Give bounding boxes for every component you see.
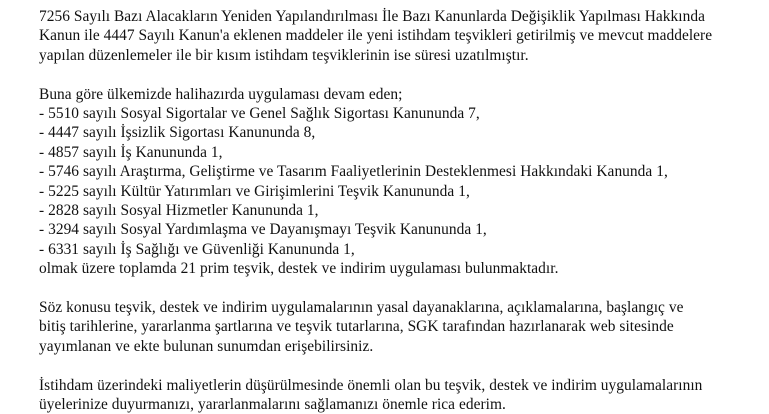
list-item: - 2828 sayılı Sosyal Hizmetler Kanununda 1,: [39, 202, 319, 220]
text-line: yayımlanan ve ekte bulunan sunumdan erişebilirsiniz.: [39, 337, 374, 355]
list-item: - 6331 sayılı İş Sağlığı ve Güvenliği Kanununda 1,: [39, 240, 355, 258]
list-item: - 5225 sayılı Kültür Yatırımları ve Girişimlerini Teşvik Kanununda 1,: [39, 182, 470, 200]
text-line: bitiş tarihlerine, yararlanma şartlarına ve teşvik tutarlarına, SGK tarafından hazırlanarak web sitesinde: [39, 318, 674, 336]
document-body: [39, 7, 761, 414]
paragraph-spacer: [39, 65, 761, 84]
paragraph-spacer: [39, 279, 761, 298]
list-item: - 5510 sayılı Sosyal Sigortalar ve Genel Sağlık Sigortası Kanununda 7,: [39, 105, 480, 123]
text-line: 7256 Sayılı Bazı Alacakların Yeniden Yapılandırılması İle Bazı Kanunlarda Değişiklik Yapılması Hakkında: [39, 8, 705, 25]
text-line: üyelerinize duyurmanızı, yararlanmalarını sağlamanızı önemle rica ederim.: [39, 396, 506, 414]
text-line: Kanun ile 4447 Sayılı Kanun'a eklenen maddeler ile yeni istihdam teşvikleri getirilmiş ve mevcut maddelere: [39, 27, 713, 45]
paragraph-closing-request: [39, 376, 761, 414]
paragraph-incentive-list: [39, 85, 761, 279]
text-line: Söz konusu teşvik, destek ve indirim uygulamalarının yasal dayanaklarına, açıklamalarına, başlangıç ve: [39, 299, 684, 317]
list-item: - 4447 sayılı İşsizlik Sigortası Kanununda 8,: [39, 124, 316, 142]
text-line: yapılan düzenlemeler ile bir kısım istihdam teşviklerinin ise süresi uzatılmıştır.: [39, 46, 529, 64]
paragraph-spacer: [39, 356, 761, 375]
list-item: - 5746 sayılı Araştırma, Geliştirme ve Tasarım Faaliyetlerinin Desteklenmesi Hakkındaki Kanunda 1,: [39, 163, 668, 181]
text-line: İstihdam üzerindeki maliyetlerin düşürülmesinde önemli olan bu teşvik, destek ve indirim uygulamalarının: [39, 376, 703, 394]
list-item: - 4857 sayılı İş Kanununda 1,: [39, 143, 223, 161]
paragraph-law-amendment: [39, 7, 761, 65]
list-outro: olmak üzere toplamda 21 prim teşvik, destek ve indirim uygulaması bulunmaktadır.: [39, 260, 559, 278]
list-item: - 3294 sayılı Sosyal Yardımlaşma ve Dayanışmayı Teşvik Kanununda 1,: [39, 221, 487, 239]
paragraph-presentation-info: [39, 298, 761, 356]
incentive-law-list: [39, 104, 761, 259]
list-intro: Buna göre ülkemizde halihazırda uygulaması devam eden;: [39, 85, 403, 103]
